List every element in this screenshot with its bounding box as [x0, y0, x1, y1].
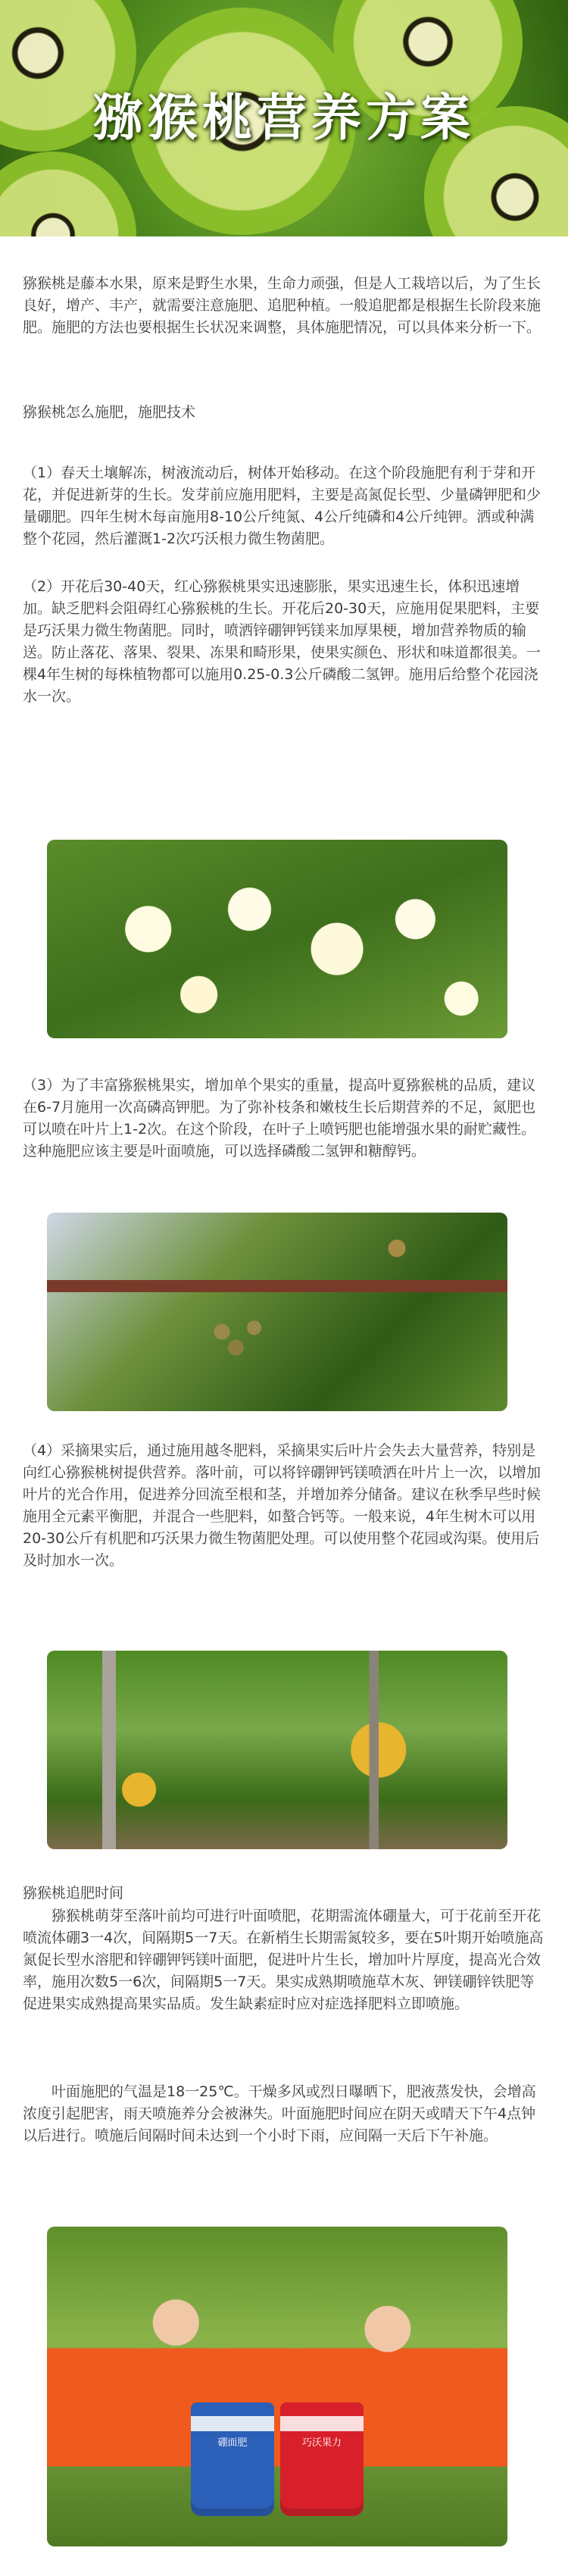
fertilizer-bucket: [191, 2402, 274, 2516]
section-heading: 猕猴桃怎么施肥，施肥技术: [23, 404, 196, 421]
paragraph-foliar-timing: 猕猴桃萌芽至落叶前均可进行叶面喷肥，花期需流体硼量大，可于花前至开花喷流体硼3一4次，间隔期5一7天。在新梢生长期需氮较多，要在5叶期开始喷施高氮促长型水溶肥和锌硼钾钙镁叶面肥，促进叶片生长，增加叶片厚度，提高光合效率，施用次数5一6次，间隔期5一7天。果实成熟期喷施草木灰、钾镁硼锌铁肥等促进果实成熟提高果实品质。发生缺素症时应对症选择肥料立即喷施。: [23, 1908, 544, 2012]
young-fruit-photo: [47, 1213, 507, 1411]
section-heading-timing: 猕猴桃追肥时间: [23, 1885, 124, 1901]
bucket-label: 硼面肥: [217, 2437, 248, 2449]
paragraph-foliar-temperature: 叶面施肥的气温是18一25℃。干燥多风或烈日曝晒下，肥液蒸发快，会增高浓度引起肥害，雨天喷施养分会被淋失。叶面施肥时间应在阴天或晴天下午4点钟以后进行。喷施后间隔时间未达到一个小时下雨，应间隔一天后下午补施。: [23, 2083, 536, 2144]
orchard-photo: [47, 1651, 507, 1849]
header-banner: [0, 0, 568, 236]
fertilizer-product-photo: [47, 2227, 507, 2546]
kiwi-flower-photo: [47, 840, 507, 1038]
intro-paragraph: 猕猴桃是藤本水果，原来是野生水果，生命力顽强，但是人工栽培以后，为了生长良好，增产、丰产，就需要注意施肥、追肥种植。一般追肥都是根据生长阶段来施肥。施肥的方法也要根据生长状况来调整，具体施肥情况，可以具体来分析一下。: [23, 275, 541, 336]
paragraph-post-harvest: （4）采摘果实后，通过施用越冬肥料，采摘果实后叶片会失去大量营养，特别是向红心猕猴桃树提供营养。落叶前，可以将锌硼钾钙镁喷洒在叶片上一次，以增加叶片的光合作用，促进养分回流至根和茎，并增加养分储备。建议在秋季早些时候施用全元素平衡肥，并混合一些肥料，如螯合钙等。一般来说，4年生树木可以用20-30公斤有机肥和巧沃果力微生物菌肥处理。可以使用整个花园或沟渠。使用后及时加水一次。: [23, 1442, 541, 1569]
paragraph-summer: （3）为了丰富猕猴桃果实，增加单个果实的重量，提高叶夏猕猴桃的品质，建议在6-7月施用一次高磷高钾肥。为了弥补枝条和嫩枝生长后期营养的不足，氮肥也可以喷在叶片上1-2次。在这个阶段，在叶子上喷钙肥也能增强水果的耐贮藏性。这种施肥应该主要是叶面喷施，可以选择磷酸二氢钾和糖醇钙。: [23, 1077, 536, 1160]
bucket-label: 巧沃果力: [301, 2437, 342, 2449]
paragraph-fruit-swelling: （2）开花后30-40天，红心猕猴桃果实迅速膨胀，果实迅速生长，体积迅速增加。缺乏肥料会阻碍红心猕猴桃的生长。开花后20-30天，应施用促果肥料，主要是巧沃果力微生物菌肥。同时，喷洒锌硼钾钙镁来加厚果梗，增加营养物质的输送。防止落花、落果、裂果、冻果和畸形果，使果实颜色、形状和味道都很美。一棵4年生树的每株植物都可以施用0.25-0.3公斤磷酸二氢钾。施用后给整个花园浇水一次。: [23, 578, 541, 705]
paragraph-spring: （1）春天土壤解冻，树液流动后，树体开始移动。在这个阶段施肥有利于芽和开花，并促进新芽的生长。发芽前应施用肥料，主要是高氮促长型、少量磷钾肥和少量硼肥。四年生树木每亩施用8-10公斤纯氮、4公斤纯磷和4公斤纯钾。洒或种满整个花园，然后灌溉1-2次巧沃根力微生物菌肥。: [23, 465, 541, 547]
kiwi-slice-image: [0, 152, 136, 236]
page-title: 猕猴桃营养方案: [93, 89, 475, 147]
fertilizer-bucket: [280, 2402, 364, 2516]
